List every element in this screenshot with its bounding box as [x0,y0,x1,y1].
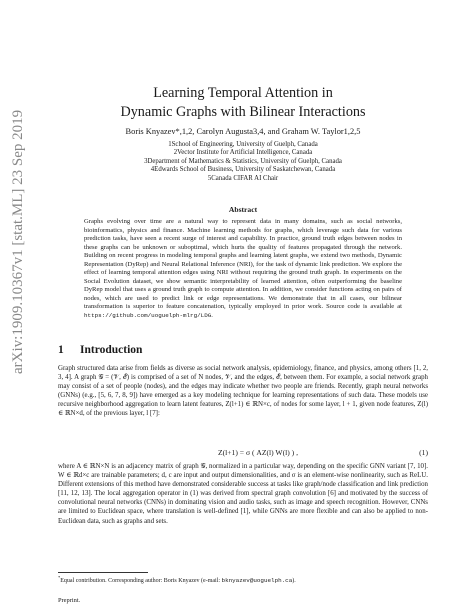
arxiv-sidebar-stamp [8,74,28,374]
footnote-mark: * [58,575,61,580]
affiliation-item: 5Canada CIFAR AI Chair [207,174,279,182]
arxiv-identifier: arXiv:1909.10367v1 [stat.ML] 23 Sep 2019 [10,109,26,374]
footnote [58,574,428,585]
preprint-label: Preprint. [58,597,81,604]
title-line-1: Learning Temporal Attention in [153,85,333,101]
section-number: 1 [58,344,64,356]
source-code-link[interactable]: https://github.com/uoguelph-mlrg/LDG [84,312,212,320]
title-line-2: Dynamic Graphs with Bilinear Interactions [120,104,366,120]
affiliation-list [58,141,428,183]
abstract-body: Graphs evolving over time are a natural way to represent data in many domains, such as social networks, bioinformatics, physics and finance. Machine learning methods for graphs, which leverage such data for various prediction tasks, have seen a recent surge of interest and capability. In practice, ground truth edges between nodes in these graphs can be unknown or suboptimal, which hurts the quality of features propagated through the network. Building on recent progress in modeling temporal graphs and learning latent graphs, we extend two methods, Dynamic Representation (DyRep) and Neural Relational Inference (NRI), for the task of dynamic link prediction. We explore the effect of learning temporal attention edges using NRI without requiring the ground truth graph. In experiments on the Social Evolution dataset, we show semantic interpretability of learned attention, often outperforming the baseline DyRep model that uses a ground truth graph to compute attention. In addition, we consider functions acting on pairs of nodes, which are used to predict link or edge representations. We demonstrate that in all cases, our bilinear transformation is superior to feature concatenation, typically employed in prior work. Source code is available at https://github.com/uoguelph-mlrg/LDG. [84,218,402,320]
footnote-email[interactable]: bknyazev@uoguelph.ca [221,577,293,584]
affiliation-item: 3Department of Mathematics & Statistics, University of Guelph, Canada [144,157,342,165]
equation-1 [58,446,428,460]
equation-expression: Z(l+1) = σ ( AZ(l) W(l) ) , [218,448,298,457]
section-title: Introduction [80,344,143,356]
author-list: Boris Knyazev*,1,2, Carolyn Augusta3,4, and Graham W. Taylor1,2,5 [125,127,361,136]
intro-paragraph-2: where A ∈ ℝN×N is an adjacency matrix of graph 𝒢, normalized in a particular way, depending on the specific GNN variant [7, 10]. W ∈ ℝd×c are trainable parameters; d, c are input and output dimensionalities, and σ is an element-wise nonlinearity, such as ReLU. Different extensions of this method have demonstrated considerable success at tasks like graph/node classification and link prediction [11, 12, 13]. The local aggregation operator in (1) was derived from spectral graph convolution [6] and motivated by the success of convolutional neural networks (CNNs) in dominating vision and audio tasks, such as image and speech recognition. However, CNNs are limited to Euclidean space, where translation is well-defined [1], while GNNs are more flexible and can also be applied to non-Euclidean data, such as graphs and sets. [58,463,428,525]
footnote-text: Equal contribution. Corresponding author: Boris Knyazev (e-mail: [60,578,222,584]
paper-title [58,84,428,122]
affiliation-item: 2Vector Institute for Artificial Intelligence, Canada [173,149,313,157]
affiliation-item: 1School of Engineering, University of Guelph, Canada [168,141,318,148]
section-heading [58,343,142,357]
abstract-heading: Abstract [228,205,258,214]
abstract-text: Graphs evolving over time are a natural way to represent data in many domains, such as social networks, bioinformatics, physics and finance. Machine learning methods for graphs, which leverage such data for various prediction tasks, have seen a recent surge of interest and capability. In practice, ground truth edges between nodes in these graphs can be unknown or suboptimal, which hurts the quality of features propagated through the network. Building on recent progress in modeling temporal graphs and learning latent graphs, we extend two methods, Dynamic Representation (DyRep) and Neural Relational Inference (NRI), for the task of dynamic link prediction. We explore the effect of learning temporal attention edges using NRI without requiring the ground truth graph. In experiments on the Social Evolution dataset, we show semantic interpretability of learned attention, often outperforming the baseline DyRep model that uses a ground truth graph to compute attention. In addition, we consider functions acting on pairs of nodes, which are used to predict link or edge representations. We demonstrate that in all cases, our bilinear transformation is superior to feature concatenation, typically employed in prior work. Source code is available at [84,218,402,311]
footnote-rule [58,572,148,573]
intro-paragraph-1: Graph structured data arise from fields as diverse as social network analysis, epidemiology, finance, and physics, among others [1, 2, 3, 4]. A graph 𝒢 = (𝒱, ℰ) is comprised of a set of N nodes, 𝒱, and the edges, ℰ, between them. For example, a social network graph may consist of a set of people (nodes), and the edges may indicate whether two people are friends. Recently, graph neural networks (GNNs) (e.g., [5, 6, 7, 8, 9]) have emerged as a key modeling technique for learning representations of such data. These models use recursive neighborhood aggregation to learn latent features, Z(l+1) ∈ ℝN×c, of nodes for some layer, l + 1, given node features, Z(l) ∈ ℝN×d, of the previous layer, l [7]: [58,365,428,418]
equation-number: (1) [419,448,428,457]
affiliation-item: 4Edwards School of Business, University of Saskatchewan, Canada [150,166,336,174]
footnote-end: ). [292,578,296,584]
